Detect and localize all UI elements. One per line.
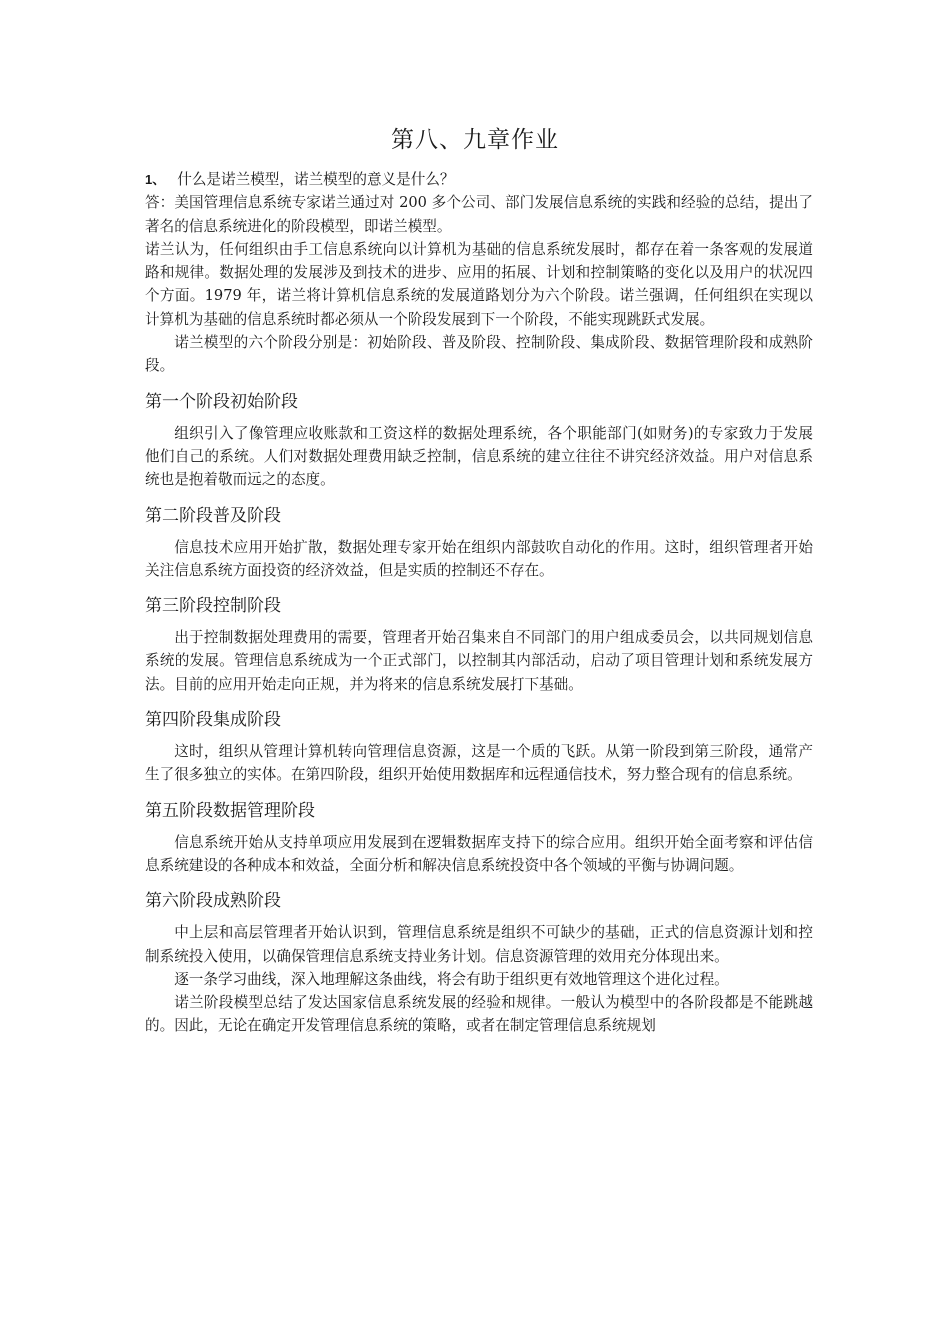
answer-paragraph: 答：美国管理信息系统专家诺兰通过对 200 多个公司、部门发展信息系统的实践和经验的总结，提出了著名的信息系统进化的阶段模型，即诺兰模型。	[145, 194, 813, 235]
question-line	[145, 168, 813, 191]
question-text: 什么是诺兰模型，诺兰模型的意义是什么？	[177, 171, 455, 188]
question-number: 1、	[145, 172, 166, 187]
stage-3-body: 出于控制数据处理费用的需要，管理者开始召集来自不同部门的用户组成委员会，以共同规划信息系统的发展。管理信息系统成为一个正式部门，以控制其内部活动，启动了项目管理计划和系统发展方法。目前的应用开始走向正规，并为将来的信息系统发展打下基础。	[145, 629, 813, 693]
stage-2-body: 信息技术应用开始扩散，数据处理专家开始在组织内部鼓吹自动化的作用。这时，组织管理者开始关注信息系统方面投资的经济效益，但是实质的控制还不存在。	[145, 538, 813, 579]
stage-2-heading: 第二阶段普及阶段	[145, 505, 281, 526]
stage-4-heading: 第四阶段集成阶段	[145, 710, 281, 731]
stage-1-body: 组织引入了像管理应收账款和工资这样的数据处理系统，各个职能部门(如财务)的专家致力于发展他们自己的系统。人们对数据处理费用缺乏控制，信息系统的建立往往不讲究经济效益。用户对信息系统也是抱着敬而远之的态度。	[145, 424, 813, 489]
document-body	[145, 168, 813, 1038]
stage-6-body: 中上层和高层管理者开始认识到，管理信息系统是组织不可缺少的基础，正式的信息资源计划和控制系统投入使用，以确保管理信息系统支持业务计划。信息资源管理的效用充分体现出来。	[145, 924, 813, 965]
stage-4-body: 这时，组织从管理计算机转向管理信息资源，这是一个质的飞跃。从第一阶段到第三阶段，通常产生了很多独立的实体。在第四阶段，组织开始使用数据库和远程通信技术，努力整合现有的信息系统。	[145, 743, 813, 784]
six-stages-summary: 诺兰模型的六个阶段分别是：初始阶段、普及阶段、控制阶段、集成阶段、数据管理阶段和成熟阶段。	[145, 334, 813, 375]
closing-paragraph-1: 逐一条学习曲线，深入地理解这条曲线，将会有助于组织更有效地管理这个进化过程。	[174, 970, 729, 988]
page-title: 第八、九章作业	[391, 127, 559, 153]
nolan-description-paragraph: 诺兰认为，任何组织由手工信息系统向以计算机为基础的信息系统发展时，都存在着一条客观的发展道路和规律。数据处理的发展涉及到技术的进步、应用的拓展、计划和控制策略的变化以及用户的状况四个方面。1979 年，诺兰将计算机信息系统的发展道路划分为六个阶段。诺兰强调，任何组织在实现以计算机为基础的信息系统时都必须从一个阶段发展到下一个阶段，不能实现跳跃式发展。	[145, 240, 813, 328]
closing-paragraph-2: 诺兰阶段模型总结了发达国家信息系统发展的经验和规律。一般认为模型中的各阶段都是不能跳越的。因此，无论在确定开发管理信息系统的策略，或者在制定管理信息系统规划	[145, 994, 813, 1035]
stage-6-heading: 第六阶段成熟阶段	[145, 891, 281, 912]
stage-5-heading: 第五阶段数据管理阶段	[145, 800, 315, 821]
stage-1-heading: 第一个阶段初始阶段	[145, 391, 298, 412]
stage-3-heading: 第三阶段控制阶段	[145, 596, 281, 617]
stage-5-body: 信息系统开始从支持单项应用发展到在逻辑数据库支持下的综合应用。组织开始全面考察和评估信息系统建设的各种成本和效益，全面分析和解决信息系统投资中各个领域的平衡与协调问题。	[145, 833, 813, 874]
